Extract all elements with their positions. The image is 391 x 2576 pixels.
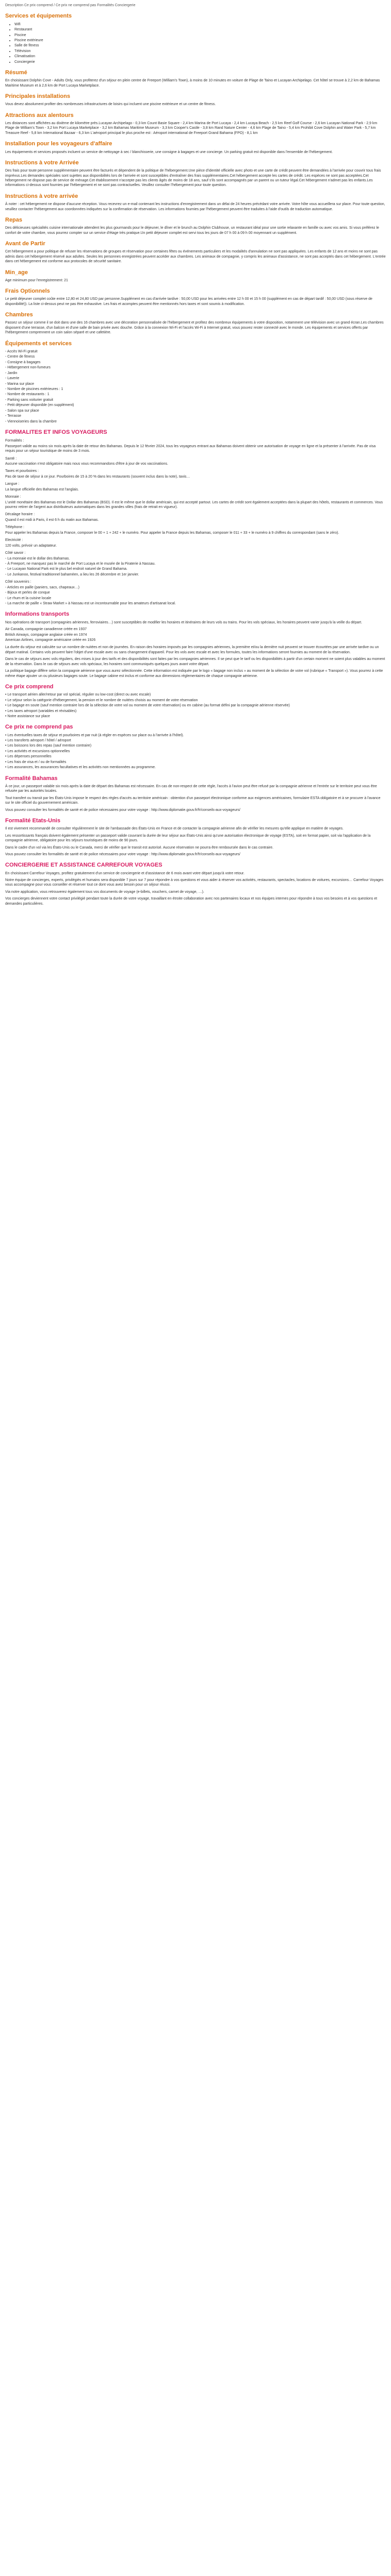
cote-souvenirs-item: - La marche de paille « Straw Market » à Nassau est un incontournable pour les amateurs d'artisanat local. [5, 602, 176, 605]
chambres-title: Chambres [5, 312, 33, 318]
min-age-text: Age minimum pour l'enregistrement: 21 [5, 278, 68, 282]
cote-savoir-item: - La monnaie est le dollar des Bahamas. [5, 556, 70, 561]
instructions-arrivee-title: Instructions à votre Arrivée [5, 159, 79, 166]
formalite-etats-unis-section [5, 818, 386, 857]
conciergerie-text: Via notre application, vous retrouverez également tous vos documents de voyage (e-billets, vouchers, carnet de voyage, …). [5, 890, 204, 894]
conciergerie-text: Vos concierges deviennent votre contact privilégié pendant toute la durée de votre voyage, travaillant en étroite collaboration avec nos partenaires locaux et nos équipes internes pour répondre à tous vos besoins et à vos questions et demandes particulières. [5, 897, 378, 906]
decalage-label: Décalage horaire : [5, 513, 35, 517]
instructions-arrivee-2-title: Instructions à votre arrivée [5, 193, 78, 199]
cote-savoir-item: - À Freeport, ne manquez pas le marché de Port Lucaya et le musée de la Piraterie à Nassau. [5, 562, 156, 566]
formalites-title: FORMALITES ET INFOS VOYAGEURS [5, 429, 107, 435]
ce-prix-ne-comprend-section [5, 724, 386, 770]
instructions-arrivee-2-text: À noter : cet hébergement ne dispose d'aucune réception. Vous recevrez un e-mail contenant les instructions d'enregistrement dans un délai de 24 heures précédant votre arrivée. Votre hôte vous accueillera sur place. Pour toute question, veuillez contacter l'hébergement aux coordonnées indiquées sur la confirmation de réservation. Les informations fournies par l'hébergement peuvent être traduites à l'aide d'outils de traduction automatique. [5, 202, 385, 211]
ne-comprend-item: • Les boissons lors des repas (sauf mention contraire) [5, 744, 92, 748]
ne-comprend-item: • Les dépenses personnelles [5, 755, 52, 759]
resume-title: Résumé [5, 70, 27, 76]
ce-prix-comprend-section [5, 684, 386, 719]
resume-text: En choisissant Dolphin Cove - Adults Only, vous profiterez d'un séjour en plein centre de Freeport (William's Town), à moins de 10 minutes en voiture de Plage de Taino et Lucayan Archipelago. Cet hôtel se trouve à 2,2 km de Bahamas Maritime Museum et à 2,6 km de Port Lucaya Marketplace. [5, 79, 380, 88]
installation-text: Les équipements et services proposés incluent un service de nettoyage à sec / blanchisserie, une consigne à bagages et une concierge. Un parking gratuit est disponible dans l'ensemble de l'hébergement. [5, 150, 333, 154]
transports-text: La durée du séjour est calculée sur un nombre de nuitées et non de journées. En raison des horaires imposés par les compagnies aériennes, la première et/ou la dernière nuit peuvent se trouver écourtées par une arrivée tardive ou un départ matinal. Certains vols peuvent faire l'objet d'une escale avec ou sans changement d'appareil. Pour les vols avec escale et avec les formules, toutes les informations seront fournies au moment de la réservation. [5, 646, 379, 654]
sante-text: Aucune vaccination n'est obligatoire mais nous vous recommandons d'être à jour de vos vaccinations. [5, 462, 168, 466]
equipement-item: - Parking sans voiturier gratuit [5, 398, 53, 402]
equipement-item: - Salon spa sur place [5, 409, 39, 413]
transports-text: Dans le cas de séjours avec vols réguliers, des mises à jour des tarifs et des disponibilités sont faites par les compagnies aériennes. Il se peut que le tarif ou les disponibilités à partir d'un certain moment ne soient plus valables au moment de la réservation. Dans le cas de séjours avec vols spéciaux, les horaires sont communiqués quelques jours avant votre départ. [5, 657, 385, 666]
equipement-item: - Marina sur place [5, 382, 35, 386]
frais-optionnels-section [5, 288, 386, 307]
telephone-text: Pour appeler les Bahamas depuis la France, composer le 00 + 1 + 242 + le numéro. Pour appeler la France depuis les Bahamas, composer le 011 + 33 + le numéro à 9 chiffres du correspondant (sans le zéro). [5, 531, 339, 535]
equipement-item: - Laverie [5, 377, 20, 381]
avant-partir-section [5, 241, 386, 264]
instructions-arrivee-section [5, 160, 386, 188]
avant-partir-title: Avant de Partir [5, 241, 45, 247]
cote-savoir-item: - Le Lucayan National Park est le plus bel endroit naturel de Grand Bahama. [5, 567, 127, 571]
equipements-title: Équipements et services [5, 340, 72, 347]
attractions-title: Attractions aux alentours [5, 112, 74, 118]
formalite-bahamas-title: Formalité Bahamas [5, 775, 58, 782]
comprend-item: • Les taxes aéroport (variables et révisables) [5, 709, 77, 713]
top-tab-line[interactable]: Description Ce prix comprend / Ce prix ne comprend pas Formalités Conciergerie [5, 4, 136, 7]
chambres-text: Passez un séjour comme il se doit dans une des 16 chambres avec une décoration personnalisée de l'hébergement et profitez des nombreux équipements à votre disposition, notamment une télévision avec un grand écran.Les chambres disposent d'une terrasse, d'un balcon et d'une salle de bain privée avec douche. Grâce à la connexion Wi-Fi et l'accès Wi-Fi à Internet gratuit, vous pouvez rester connecté avec le monde. Les équipements et services offerts par l'hébergement comprennent un coin salon séparé et une cafetière. [5, 321, 384, 335]
conciergerie-text: Notre équipe de concierges, experts, privilégiés et humains sera disponible 7 jours sur 7 pour répondre à vos questions et vous aider à réserver vos activités, restaurants, spectacles, locations de voitures, excursions… Carrefour Voyages vous accompagne pour vous conseiller et réserver tout ce dont vous avez besoin pour un séjour réussi. [5, 878, 384, 887]
conciergerie-title: CONCIERGERIE ET ASSISTANCE CARREFOUR VOYAGES [5, 862, 162, 869]
principales-text: Vous devez absolument profiter des nombreuses infrastructures de loisirs qui incluent une piscine extérieure et un centre de fitness. [5, 103, 216, 107]
formalite-etats-unis-text: Les ressortissants français doivent également présenter un passeport valide couvrant la durée de leur séjour aux États-Unis ainsi qu'une autorisation électronique de voyage (ESTA), soit en format papier, soit via l'application de la compagnie aérienne, obligatoire pour les séjours touristiques de moins de 90 jours. [5, 834, 371, 843]
transports-text: Nos opérations de transport (compagnies aériennes, ferroviaires…) sont susceptibles de modifier les horaires et itinéraires de leurs vols ou trains. Pour les vols spéciaux, les horaires peuvent varier jusqu'à la veille du départ. [5, 620, 362, 624]
equipements-section [5, 341, 386, 424]
comprend-item: • Le séjour selon la catégorie d'hébergement, la pension et le nombre de nuitées choisis au moment de votre réservation [5, 698, 198, 702]
principales-section [5, 93, 386, 107]
frais-optionnels-text: Le petit déjeuner complet coûte entre 12,80 et 24,80 USD par personne.Supplément en cas d'arrivée tardive : 50,00 USD pour les arrivées entre 12 h 00 et 15 h 00 (supplément en cas de départ tardif : 50,00 USD (sous réserve de disponibilité)). La liste ci-dessus peut ne pas être exhaustive. Les frais et acomptes peuvent être mentionnés hors taxes et sont soumis à modification. [5, 297, 372, 306]
langue-text: La langue officielle des Bahamas est l'anglais. [5, 487, 79, 492]
service-item: • Télévision [14, 49, 386, 54]
cote-savoir-label: Côté savoir : [5, 551, 26, 555]
cote-souvenirs-item: - Articles en paille (paniers, sacs, chapeaux…) [5, 585, 79, 589]
ce-prix-ne-comprend-title: Ce prix ne comprend pas [5, 724, 73, 731]
sante-label: Santé : [5, 456, 17, 461]
formalite-bahamas-section [5, 775, 386, 812]
avant-partir-text: Cet hébergement a pour politique de refuser les réservations de groupes et réservation pour certaines fêtes ou événements particuliers et les modalités d'annulation ne sont pas appliquées. Les enfants de 12 ans et moins ne sont pas admis dans cet hébergement réservé aux adultes. Seules les personnes enregistrées peuvent accéder aux chambres. Les animaux de compagnie, y compris les animaux d'assistance, ne sont pas acceptés dans cet hébergement. L'entrée dans cet hébergement est conforme aux protocoles de sécurité sanitaire. [5, 250, 386, 264]
conciergerie-text: En choisissant Carrefour Voyages, profitez gratuitement d'un service de conciergerie et d'assistance de 6 mois avant votre départ jusqu'à votre retour. [5, 871, 245, 875]
formalite-bahamas-text: À ce jour, un passeport valable six mois après la date de départ des Bahamas est nécessaire. En cas de non-respect de cette règle, l'accès à l'avion peut être refusé par la compagnie aérienne et l'entrée sur le territoire peut vous être refusée par les autorités locales. [5, 784, 377, 793]
equipement-item: - Consigne à bagages [5, 360, 41, 364]
service-item: • Conciergerie [14, 60, 386, 64]
ne-comprend-item: • Les frais de visa et / ou de formalités [5, 760, 67, 764]
instructions-arrivee-2-section [5, 193, 386, 212]
equipement-item: - Centre de fitness [5, 355, 35, 359]
equipement-item: - Hébergement non-fumeurs [5, 366, 51, 370]
formalite-etats-unis-text: Vous pouvez consulter les formalités de santé et de police nécessaires pour votre voyage : http://www.diplomatie.gouv.fr/fr/conseils-aux-voyageurs/ [5, 852, 240, 856]
cote-souvenirs-label: Côté souvenirs : [5, 580, 31, 584]
service-item: • Piscine extérieure [14, 38, 386, 43]
airline-line: British Airways, compagnie anglaise créée en 1974 [5, 633, 87, 637]
transports-section [5, 611, 386, 679]
equipement-item: - Viennoiseries dans la chambre [5, 419, 57, 423]
formalite-text: Passeport valide au moins six mois après la date de retour des Bahamas. Depuis le 12 février 2024, tous les voyageurs entrant aux Bahamas doivent obtenir une autorisation de voyage en ligne et la présenter à l'arrivée. Pas de visa requis pour un séjour touristique de moins de 3 mois. [5, 444, 376, 453]
repas-title: Repas [5, 216, 23, 223]
repas-text: Des délicieuses spécialités cuisine internationale attendent les plus gourmands pour le déjeuner, le dîner et le brunch au Dolphin Clubhouse, un restaurant idéal pour une sortie relaxante en famille ou avec vos amis. Si vous préférez le confort de votre chambre, vous pourrez compter sur un service d'étage très pratique.Un petit déjeuner complet est servi tous les jours de 07 h 00 à 09 h 00 moyennant un supplément. [5, 226, 379, 235]
electricite-label: Electricité : [5, 538, 23, 543]
services-title: Services et équipements [5, 13, 72, 20]
comprend-item: • Le transport aérien aller/retour par vol spécial, régulier ou low-cost (direct ou avec escale) [5, 693, 151, 697]
formalites-section [5, 429, 386, 606]
telephone-label: Téléphone : [5, 526, 24, 530]
conciergerie-section [5, 862, 386, 906]
comprend-item: • Notre assistance sur place [5, 714, 50, 718]
formalite-etats-unis-text: Il est vivement recommandé de consulter régulièrement le site de l'ambassade des États-Unis en France et de contacter la compagnie aérienne afin de vérifier les mesures qu'elle applique en matière de voyages. [5, 827, 344, 831]
instructions-arrivee-text: Des frais pour toute personne supplémentaire peuvent être facturés et dépendent de la politique de l'hébergement.Une pièce d'identité officielle avec photo et une carte de crédit peuvent être demandées à l'arrivée pour couvrir tous frais imprévus.Les demandes spéciales sont sujettes aux disponibilités lors de l'arrivée et sont susceptibles d'entraîner des frais supplémentaires.Cet hébergement accepte les cartes de crédit. Les espèces ne sont pas acceptées.Cet hébergement ne dispose pas de service de ménage.Cet établissement n'accepte pas les clients âgés de moins de 18 ans, sauf s'ils sont accompagnés par un parent ou un tuteur légal.Cet hébergement n'admet pas les enfants.Les informations ci-dessus sont fournies par l'hébergement et ne sont pas contractuelles. Veuillez consulter l'hébergement pour toute question. [5, 169, 381, 188]
taxes-label: Taxes et pourboires : [5, 469, 39, 473]
equipement-item: - Terrasse [5, 414, 21, 418]
airline-line: American Airlines, compagnie américaine créée en 1926 [5, 638, 96, 642]
equipement-item: - Nombre de piscines extérieures : 1 [5, 387, 63, 391]
langue-label: Langue : [5, 482, 20, 486]
installation-title: Installation pour les voyageurs d'affaire [5, 141, 112, 147]
cote-savoir-item: - Le Junkanoo, festival traditionnel bahaméen, a lieu les 26 décembre et 1er janvier. [5, 572, 139, 577]
monnaie-label: Monnaie : [5, 495, 21, 499]
cote-souvenirs-item: - Bijoux et perles de conque [5, 591, 50, 595]
repas-section [5, 217, 386, 235]
min-age-title: Min_age [5, 269, 28, 276]
cote-souvenirs-item: - Le rhum et la cuisine locale [5, 596, 52, 600]
service-item: • Wifi [14, 22, 386, 27]
equipement-item: - Nombre de restaurants : 1 [5, 393, 50, 397]
transports-title: Informations transports [5, 611, 70, 618]
ce-prix-comprend-title: Ce prix comprend [5, 684, 54, 690]
page [0, 0, 391, 912]
airline-line: Air Canada, compagnie canadienne créée en 1937 [5, 628, 87, 632]
principales-title: Principales installations [5, 93, 70, 100]
transports-text: La politique bagage diffère selon la compagnie aérienne que vous aurez sélectionnée. Cette information est indiquée par le logo « bagage non inclus » au moment de la sélection de votre vol (rubrique « Transport »). Vous pourrez à cette même étape ajouter un ou plusieurs bagages soute. Le bagage cabine est inclus et conforme aux dimensions réglementaires de chaque compagnie aérienne. [5, 669, 383, 678]
installation-section [5, 141, 386, 155]
service-item: • Restaurant [14, 27, 386, 32]
formalite-etats-unis-title: Formalité Etats-Unis [5, 818, 60, 824]
decalage-text: Quand il est midi à Paris, il est 6 h du matin aux Bahamas. [5, 518, 99, 522]
comprend-item: • Le bagage en soute (sauf mention contraire lors de la sélection de votre vol ou moment de votre réservation) ou en cabine (au format défini par la compagnie aérienne réservée) [5, 704, 290, 708]
ne-comprend-item: • Les éventuelles taxes de séjour et pourboires et par nuit (à régler en espèces sur place ou à l'arrivée à l'hôtel). [5, 733, 184, 737]
chambres-section [5, 312, 386, 335]
resume-section [5, 70, 386, 88]
services-section [5, 13, 386, 64]
formalite-bahamas-text: Tout transfert ou transit par les États-Unis impose le respect des règles d'accès au territoire américain : obtention d'un passeport électronique conforme aux exigences américaines, formulaire ESTA obligatoire et à se procurer à l'avance sur le site officiel du gouvernement américain. [5, 796, 381, 805]
ne-comprend-item: • Les assurances, les assurances facultatives et les activités non mentionnées au programme. [5, 766, 156, 770]
attractions-text: Les distances sont affichées au dixième de kilomètre près.Lucayan Archipelago - 0,3 km Count Basie Square - 2,4 km Marina de Port Lucaya - 2,4 km Lucaya Beach - 2,5 km Reef Golf Course - 2,6 km Lucayan National Park - 2,9 km Plage de William's Town - 3,2 km Port Lucaya Marketplace - 3,2 km Bahamas Maritime Museum - 3,3 km Cooper's Castle - 3,8 km Rand Nature Center - 4,6 km Plage de Taino - 5,4 km Prohibit Cove Dolphin and Water Park - 5,7 km Treasure Reef - 5,8 km International Bazaar - 6,3 km L'aéroport principal le plus proche est : Aéroport international de Freeport Grand Bahama (FPO) - 8,1 km [5, 122, 378, 135]
formalite-etats-unis-text: Dans le cadre d'un vol via les États-Unis ou le Canada, merci de vérifier que le transit est autorisé. Aucune réservation ne pourra être remboursée dans le cas contraire. [5, 845, 273, 850]
equipement-item: - Accès Wi-Fi gratuit [5, 349, 38, 353]
min-age-section [5, 269, 386, 283]
equipement-item: - Petit déjeuner disponible (en supplément) [5, 403, 74, 408]
services-list [5, 22, 386, 65]
service-item: • Salle de fitness [14, 43, 386, 48]
ne-comprend-item: • Les transferts aéroport / hôtel / aéroport [5, 739, 71, 742]
taxes-text: Pas de taxe de séjour à ce jour. Pourboires de 15 à 20 % dans les restaurants (souvent inclus dans la note), taxis… [5, 474, 190, 479]
ne-comprend-item: • Les activités et excursions optionnelles [5, 749, 70, 753]
frais-optionnels-title: Frais Optionnels [5, 288, 50, 295]
attractions-section [5, 112, 386, 136]
equipement-item: - Jardin [5, 371, 18, 375]
formalite-label: Formalités : [5, 439, 24, 443]
formalite-bahamas-text: Vous pouvez consulter les formalités de santé et de police nécessaires pour votre voyage : http://www.diplomatie.gouv.fr/fr/conseils-aux-voyageurs/ [5, 808, 240, 812]
monnaie-text: L'unité monétaire des Bahamas est le Dollar des Bahamas (BSD). Il est le même que le dollar américain, qui est accepté partout. Les cartes de crédit sont également acceptées dans la plupart des hôtels, restaurants et commerces. Vous pourrez retirer de l'argent aux distributeurs automatiques dans les grandes villes (frais de retrait en vigueur). [5, 500, 383, 509]
electricite-text: 120 volts, prévoir un adaptateur. [5, 544, 57, 548]
service-item: • Piscine [14, 33, 386, 38]
service-item: • Climatisation [14, 54, 386, 59]
